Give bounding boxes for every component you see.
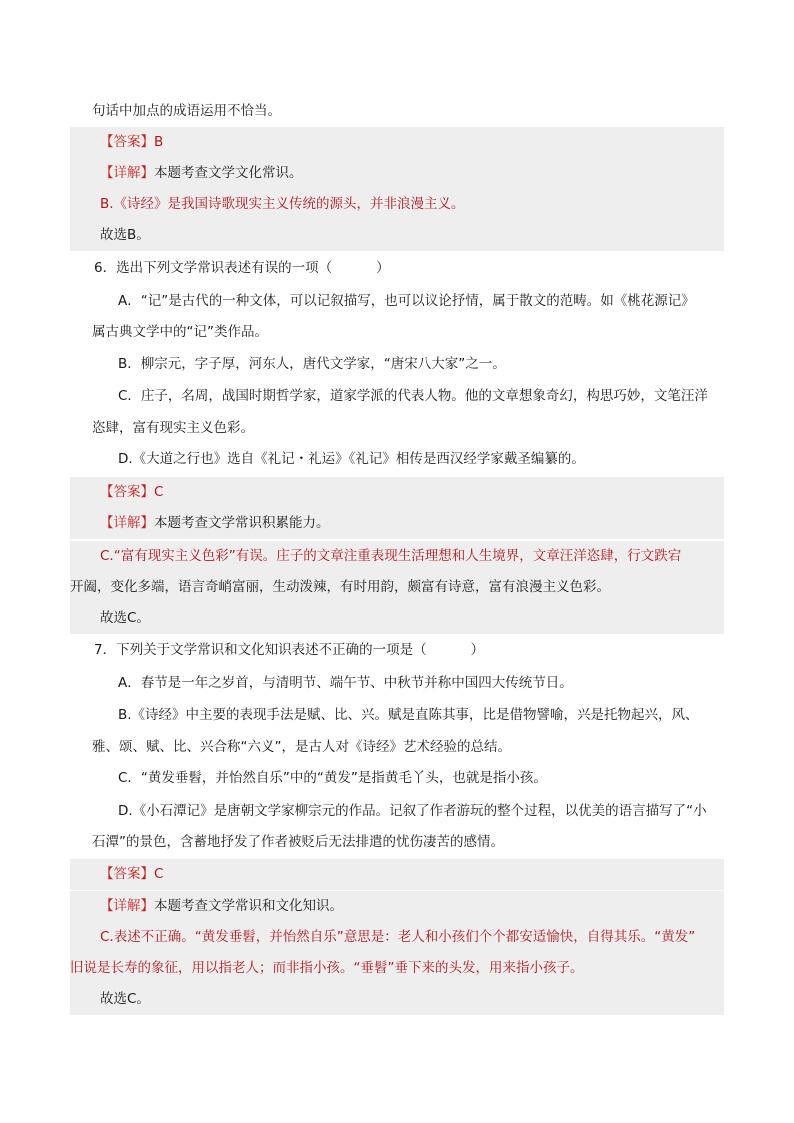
q6-option-a-line2: 属古典文学中的“记”类作品。	[92, 324, 268, 340]
detail-row-5	[70, 158, 724, 189]
question-7-stem	[70, 635, 724, 666]
detail-label: 【详解】	[100, 515, 154, 531]
answer-value: C	[154, 484, 164, 500]
detail-row-6	[70, 508, 724, 539]
explain-row-7-line1: C.表述不正确。“黄发垂髫，并怡然自乐”意思是：老人和小孩们个个都安适愉快，自得其乐。“黄发”	[70, 922, 724, 953]
q6-option-d: D.《大道之行也》选自《礼记・礼运》《礼记》相传是西汉经学家戴圣编纂的。	[118, 451, 585, 467]
explain-row-5: B.《诗经》是我国诗歌现实主义传统的源头，并非浪漫主义。	[70, 189, 724, 220]
prev-question-tail: 句话中加点的成语运用不恰当。	[92, 103, 281, 119]
q7-option-b-line1: B.《诗经》中主要的表现手法是赋、比、兴。赋是直陈其事，比是借物譬喻，兴是托物起兴，风、	[118, 707, 699, 723]
detail-text: 本题考查文学常识和文化知识。	[154, 898, 343, 914]
answer-value: B	[154, 134, 164, 150]
stem-close: ）	[376, 260, 390, 276]
question-6-stem	[70, 253, 724, 284]
q7-option-a: A．春节是一年之岁首，与清明节、端午节、中秋节并称中国四大传统节日。	[118, 675, 573, 691]
stem-close: ）	[470, 642, 485, 658]
q6-option-c-line2: 恣肆，富有现实主义色彩。	[92, 420, 254, 436]
q7-option-d-line1: D.《小石潭记》是唐朝文学家柳宗元的作品。记叙了作者游玩的整个过程，以优美的语言描写了“小	[118, 803, 707, 819]
detail-text: 本题考查文学常识积累能力。	[154, 515, 330, 531]
detail-row-7	[70, 891, 724, 922]
detail-label: 【详解】	[100, 898, 154, 914]
stem-text: 7．下列关于文学常识和文化知识表述不正确的一项是（	[94, 642, 427, 658]
answer-label: 【答案】	[100, 866, 154, 882]
stem-text: 6．选出下列文学常识表述有误的一项（	[94, 260, 333, 276]
answer-row-5	[70, 127, 724, 158]
explain-row-6-line2: 开阖，变化多端，语言奇峭富丽，生动泼辣，有时用韵，颇富有诗意，富有浪漫主义色彩。	[70, 572, 724, 603]
answer-value: C	[154, 866, 164, 882]
conclusion-row-7: 故选C。	[70, 984, 724, 1015]
q7-option-b-line2: 雅、颂、赋、比、兴合称“六义”，是古人对《诗经》艺术经验的总结。	[92, 739, 511, 755]
q6-option-a-line1: A．“记”是古代的一种文体，可以记叙描写，也可以议论抒情，属于散文的范畴。如《桃花源记》	[118, 293, 695, 309]
answer-row-6	[70, 477, 724, 508]
explain-row-6-line1: C.“富有现实主义色彩”有误。庄子的文章注重表现生活理想和人生境界，文章汪洋恣肆，行文跌宕	[70, 541, 724, 572]
conclusion-row-5: 故选B。	[70, 220, 724, 251]
q6-option-c-line1: C．庄子，名周，战国时期哲学家，道家学派的代表人物。他的文章想象奇幻，构思巧妙，文笔汪洋	[118, 388, 708, 404]
q7-option-d-line2: 石潭”的景色，含蓄地抒发了作者被贬后无法排遣的忧伤凄苦的感情。	[92, 834, 504, 850]
answer-label: 【答案】	[100, 134, 154, 150]
answer-row-7	[70, 859, 724, 890]
explain-row-7-line2: 旧说是长寿的象征，用以指老人；而非指小孩。“垂髫”垂下来的头发，用来指小孩子。	[70, 953, 724, 984]
q6-option-b: B．柳宗元，字子厚，河东人，唐代文学家，“唐宋八大家”之一。	[118, 356, 506, 372]
answer-label: 【答案】	[100, 484, 154, 500]
detail-label: 【详解】	[100, 165, 154, 181]
conclusion-row-6: 故选C。	[70, 603, 724, 634]
q7-option-c: C．“黄发垂髫，并怡然自乐”中的“黄发”是指黄毛丫头，也就是指小孩。	[118, 770, 547, 786]
detail-text: 本题考查文学文化常识。	[154, 165, 303, 181]
